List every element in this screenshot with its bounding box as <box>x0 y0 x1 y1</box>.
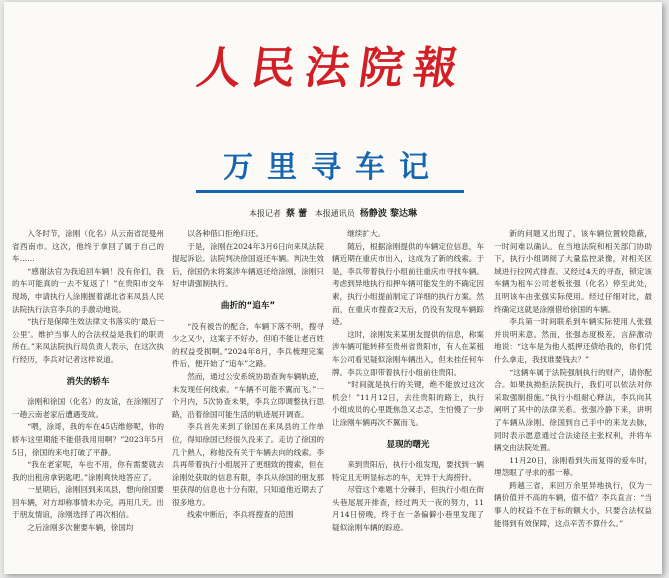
paragraph: 然而，通过公安系统协助查询车辆轨迹，未发现任何线索。“车辆不可能不翼而飞。”一个月内，5次协查未果，李兵立即调整执行思路，沿着徐国可能生活的轨迹展开调查。 <box>172 371 324 419</box>
paragraph: 随后，根据涂刚提供的车辆定位信息，车辆近期在重庆市出入，这成为了新的线索。于是，李兵带着执行小组前往重庆市寻找车辆。考虑到异地执行扣押车辆可能发生的不确定因素，执行小组提前制定了详细的执行方案。然而，在重庆市搜查2天后，仍没有发现车辆踪迹。 <box>332 241 484 327</box>
paragraph: 尽管这个难题十分棘手，但执行小组在街头巷尾展开排查，经过两天一夜的努力，11月14日傍晚，终于在一条偏僻小巷里发现了疑似涂刚车辆的踪迹。 <box>332 485 484 533</box>
reporter-name: 蔡 蕾 <box>286 209 308 219</box>
article-title: 万里寻车记 <box>223 150 443 185</box>
section-heading: 显现的曙光 <box>386 439 430 450</box>
paragraph: “没有被告的配合，车辆下落不明，搜寻少之又少，这案子不好办，但咱不能让老百姓的权益受损啊。”2024年8月，李兵梳理完案件后，便开始了“追车”之路。 <box>172 321 324 369</box>
masthead: 人民法院報 <box>193 43 471 94</box>
article-column-2 <box>172 228 324 522</box>
paragraph: 李兵首先来到了徐国在来凤县的工作单位，得知徐国已经很久没来了。走访了徐国的几个熟人，称他没有关于车辆去向的线索。李兵再带着执行小组展开了更细致的搜索，但在涂刚处获取的信息有限，李兵从徐国的朋友那里获得的信息也十分有限，只知道他近期去了很多地方。 <box>172 422 324 507</box>
paragraph: “时间就是执行的关键，绝不能放过这次机会！”11月12日，去往贵阳的路上，执行小组成员的心里既焦急又忐忑，生怕慢了一步让涂刚车辆再次不翼而飞。 <box>332 380 484 427</box>
byline <box>4 206 662 219</box>
paragraph: “感谢法官为我追回车辆！没有你们，我的车可能真的一去不复返了！”在贵阳市交车现场，申请执行人涂刚握着湖北省来凤县人民法院执行法官李兵的手激动地说。 <box>12 266 164 314</box>
paragraph: “喂，涂哥，我的车在45店维修呢，你的轿车这里期能不能借我用用啊？”2023年5月5日，徐国的来电打破了平静。 <box>12 422 164 457</box>
section-heading: 消失的轿车 <box>66 376 110 387</box>
paragraph: 一星期后，涂刚回到来凤县，想向徐国要回车辆，对方却称事情未办完，再用几天。出于朋友情谊，涂刚选择了再次相信。 <box>12 485 164 520</box>
section-heading: 曲折的“追车” <box>220 300 276 311</box>
paragraph: 涂刚和徐国（化名）的友谊，在涂刚因了一趟云南老家后遭遇变故。 <box>12 397 164 419</box>
title-underline <box>196 190 464 193</box>
paragraph: 李兵第一时间联系到车辆实际使用人张强并说明来意。然而，张强态度极差，言辞激动地说：“这车是为他人抵押还债给我的，你们凭什么拿走，我找谁要钱去？” <box>494 317 652 364</box>
paragraph: 这时，涂刚发来某朋友提供的信息，称案涉车辆可能转移至贵州省贵阳市，有人在某租车公司看见疑似涂刚车辆出入，但未挂任何车牌。李兵立即带着执行小组前往贵阳。 <box>332 329 484 377</box>
paragraph: 11月20日，涂刚看到失而复得的爱车时，埋怨眼了寻求的那一幕。 <box>494 455 652 478</box>
paragraph: 入冬时节，涂刚（化名）从云南省昆曼州省西南市。这次，他终于拿回了属于自己的车…… <box>12 229 164 264</box>
paragraph: “这辆车属于法院强制执行的财产，请你配合。如果执拗拒法院执行，我们可以依法对你采取强制措施。”执行小组耐心释法，李兵向其阐明了其中的法律关系。张强冷静下来，讲明了车辆从涂刚、徐国到自己手中的来龙去脉，同时表示愿意通过合法途径主张权利，并将车辆交由法院处置。 <box>494 367 652 453</box>
paragraph: 于是，涂刚在2024年3月6日向来凤法院提起诉讼。法院判决徐国返还车辆。判决生效后，徐国仍未将案涉车辆返还给涂刚，涂刚只好申请强制执行。 <box>172 241 324 289</box>
paragraph: 继续扩大。 <box>347 229 386 238</box>
correspondent-names: 杨静波 黎达琳 <box>359 209 418 219</box>
paragraph: “执行是保障生效法律文书落实的‘最后一公里’。维护当事人的合法权益是我们的职责所在。”来凤法院执行局负责人表示，在这次执行经历，李兵对记者这样说道。 <box>12 317 164 364</box>
reporter-label: 本报记者 <box>248 209 281 218</box>
paragraph: 之后涂刚多次催要车辆，徐国均 <box>27 523 134 533</box>
paragraph: 新的问题又出现了，该车辆位置较隐蔽，一时间难以确认。在当地法院和相关部门协助下，执行小组调阅了大量监控录像，对相关区域进行拉网式排查。又经过4天的寻查，锁定该车辆为租车公司老板张强（化名）停至此处，且明该车由张强实际使用。经过仔细对比，最终确定这就是涂刚借给徐国的车辆。 <box>494 229 652 314</box>
article-column-3 <box>332 228 484 535</box>
paragraph: “我在老家呢，车也不用，你有需要就去我的出租房拿钥匙吧。”涂刚爽快地答应了。 <box>12 460 164 482</box>
article-column-1 <box>12 228 164 535</box>
newspaper-page <box>4 2 662 574</box>
paragraph: 跨越三省，来回万余里异地执行，仅为一辆价值并不高的车辆，值不值？李兵直言：“当事人的权益不在于标的额大小，只要合法权益能得到有效保障，这点辛苦不算什么。” <box>494 480 652 528</box>
paragraph: 以各种借口拒绝归还。 <box>187 229 264 238</box>
article-column-4 <box>494 228 652 530</box>
paragraph: 来到贵阳后，执行小组发现，要找到一辆特定且无明显标志的车，无异于大海捞针。 <box>332 460 484 482</box>
paragraph: 线索中断后，李兵将搜查的范围 <box>187 510 294 520</box>
correspondent-label: 本报通讯员 <box>314 209 355 218</box>
